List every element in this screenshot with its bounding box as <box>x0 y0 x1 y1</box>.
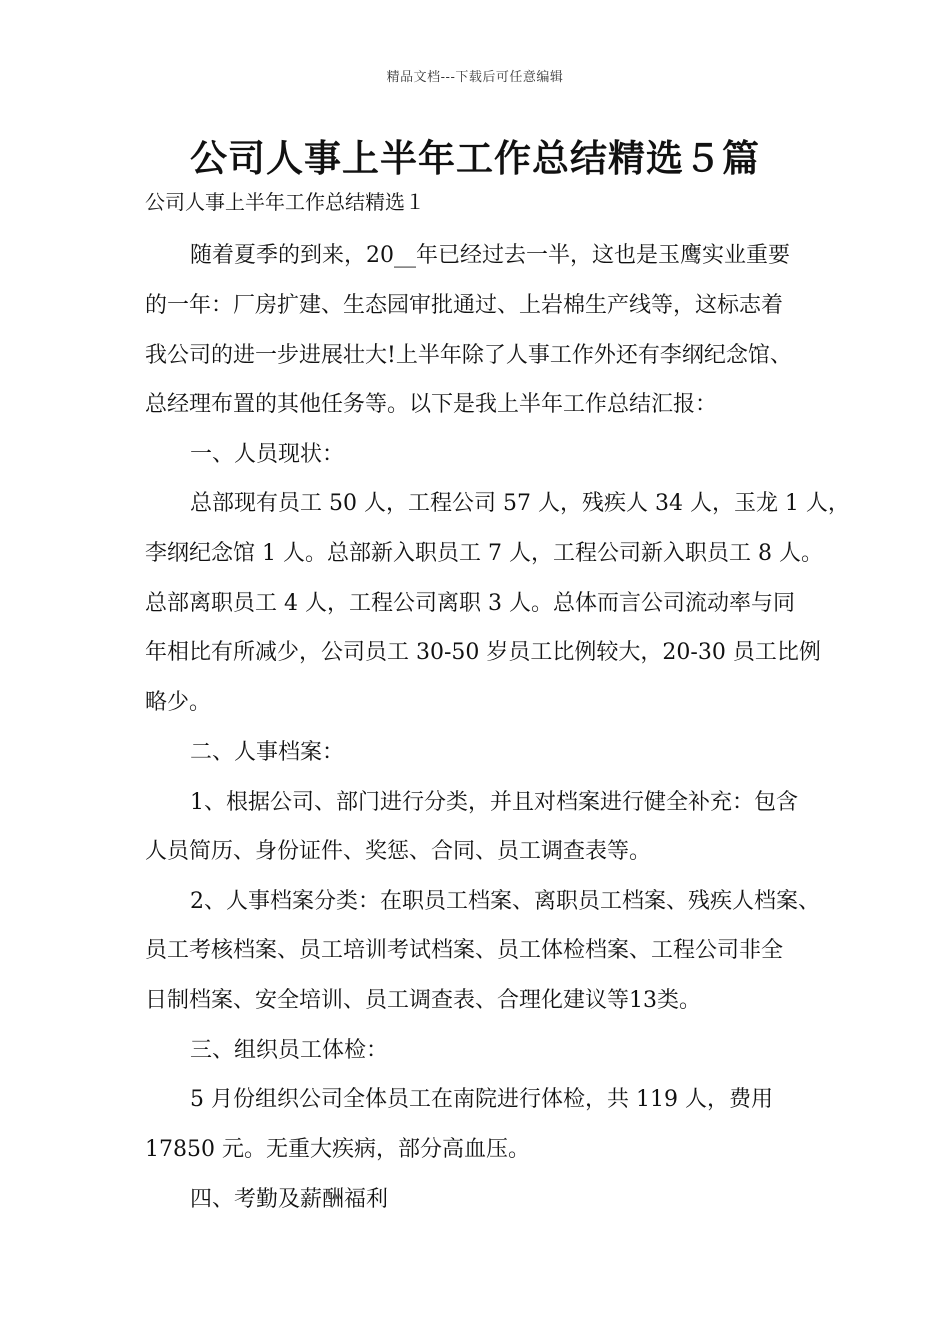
header-note: 精品文档---下载后可任意编辑 <box>386 70 564 85</box>
section-heading: 二、人事档案： <box>190 740 345 765</box>
paragraph-line: 1、根据公司、部门进行分类，并且对档案进行健全补充：包含 <box>190 790 798 815</box>
paragraph-line: 总经理布置的其他任务等。以下是我上半年工作总结汇报： <box>145 392 718 417</box>
paragraph-line: 2、人事档案分类：在职员工档案、离职员工档案、残疾人档案、 <box>190 889 820 914</box>
paragraph-line: 略少。 <box>145 690 212 715</box>
paragraph-line: 随着夏季的到来，20__年已经过去一半，这也是玉鹰实业重要 <box>190 243 790 268</box>
section-heading: 三、组织员工体检： <box>190 1038 389 1063</box>
paragraph-line: 总部现有员工 50 人，工程公司 57 人，残疾人 34 人，玉龙 1 人， <box>190 491 850 516</box>
paragraph-line: 17850 元。无重大疾病，部分高血压。 <box>145 1137 530 1162</box>
paragraph-line: 的一年：厂房扩建、生态园审批通过、上岩棉生产线等，这标志着 <box>145 293 784 318</box>
paragraph-line: 员工考核档案、员工培训考试档案、员工体检档案、工程公司非全 <box>145 938 784 963</box>
paragraph-line: 年相比有所减少，公司员工 30-50 岁员工比例较大，20-30 员工比例 <box>145 640 821 665</box>
paragraph-line: 日制档案、安全培训、员工调查表、合理化建议等13类。 <box>145 988 701 1013</box>
section-heading: 一、人员现状： <box>190 442 345 467</box>
paragraph-line: 人员简历、身份证件、奖惩、合同、员工调查表等。 <box>145 839 652 864</box>
paragraph-line: 我公司的进一步进展壮大!上半年除了人事工作外还有李纲纪念馆、 <box>145 343 792 368</box>
section-subtitle: 公司人事上半年工作总结精选１ <box>145 190 425 214</box>
paragraph-line: 总部离职员工 4 人，工程公司离职 3 人。总体而言公司流动率与同 <box>145 591 795 616</box>
document-title: 公司人事上半年工作总结精选５篇 <box>190 137 760 180</box>
paragraph-line: 李纲纪念馆 1 人。总部新入职员工 7 人，工程公司新入职员工 8 人。 <box>145 541 823 566</box>
section-heading: 四、考勤及薪酬福利 <box>190 1187 389 1212</box>
paragraph-line: 5 月份组织公司全体员工在南院进行体检，共 119 人，费用 <box>190 1087 773 1112</box>
